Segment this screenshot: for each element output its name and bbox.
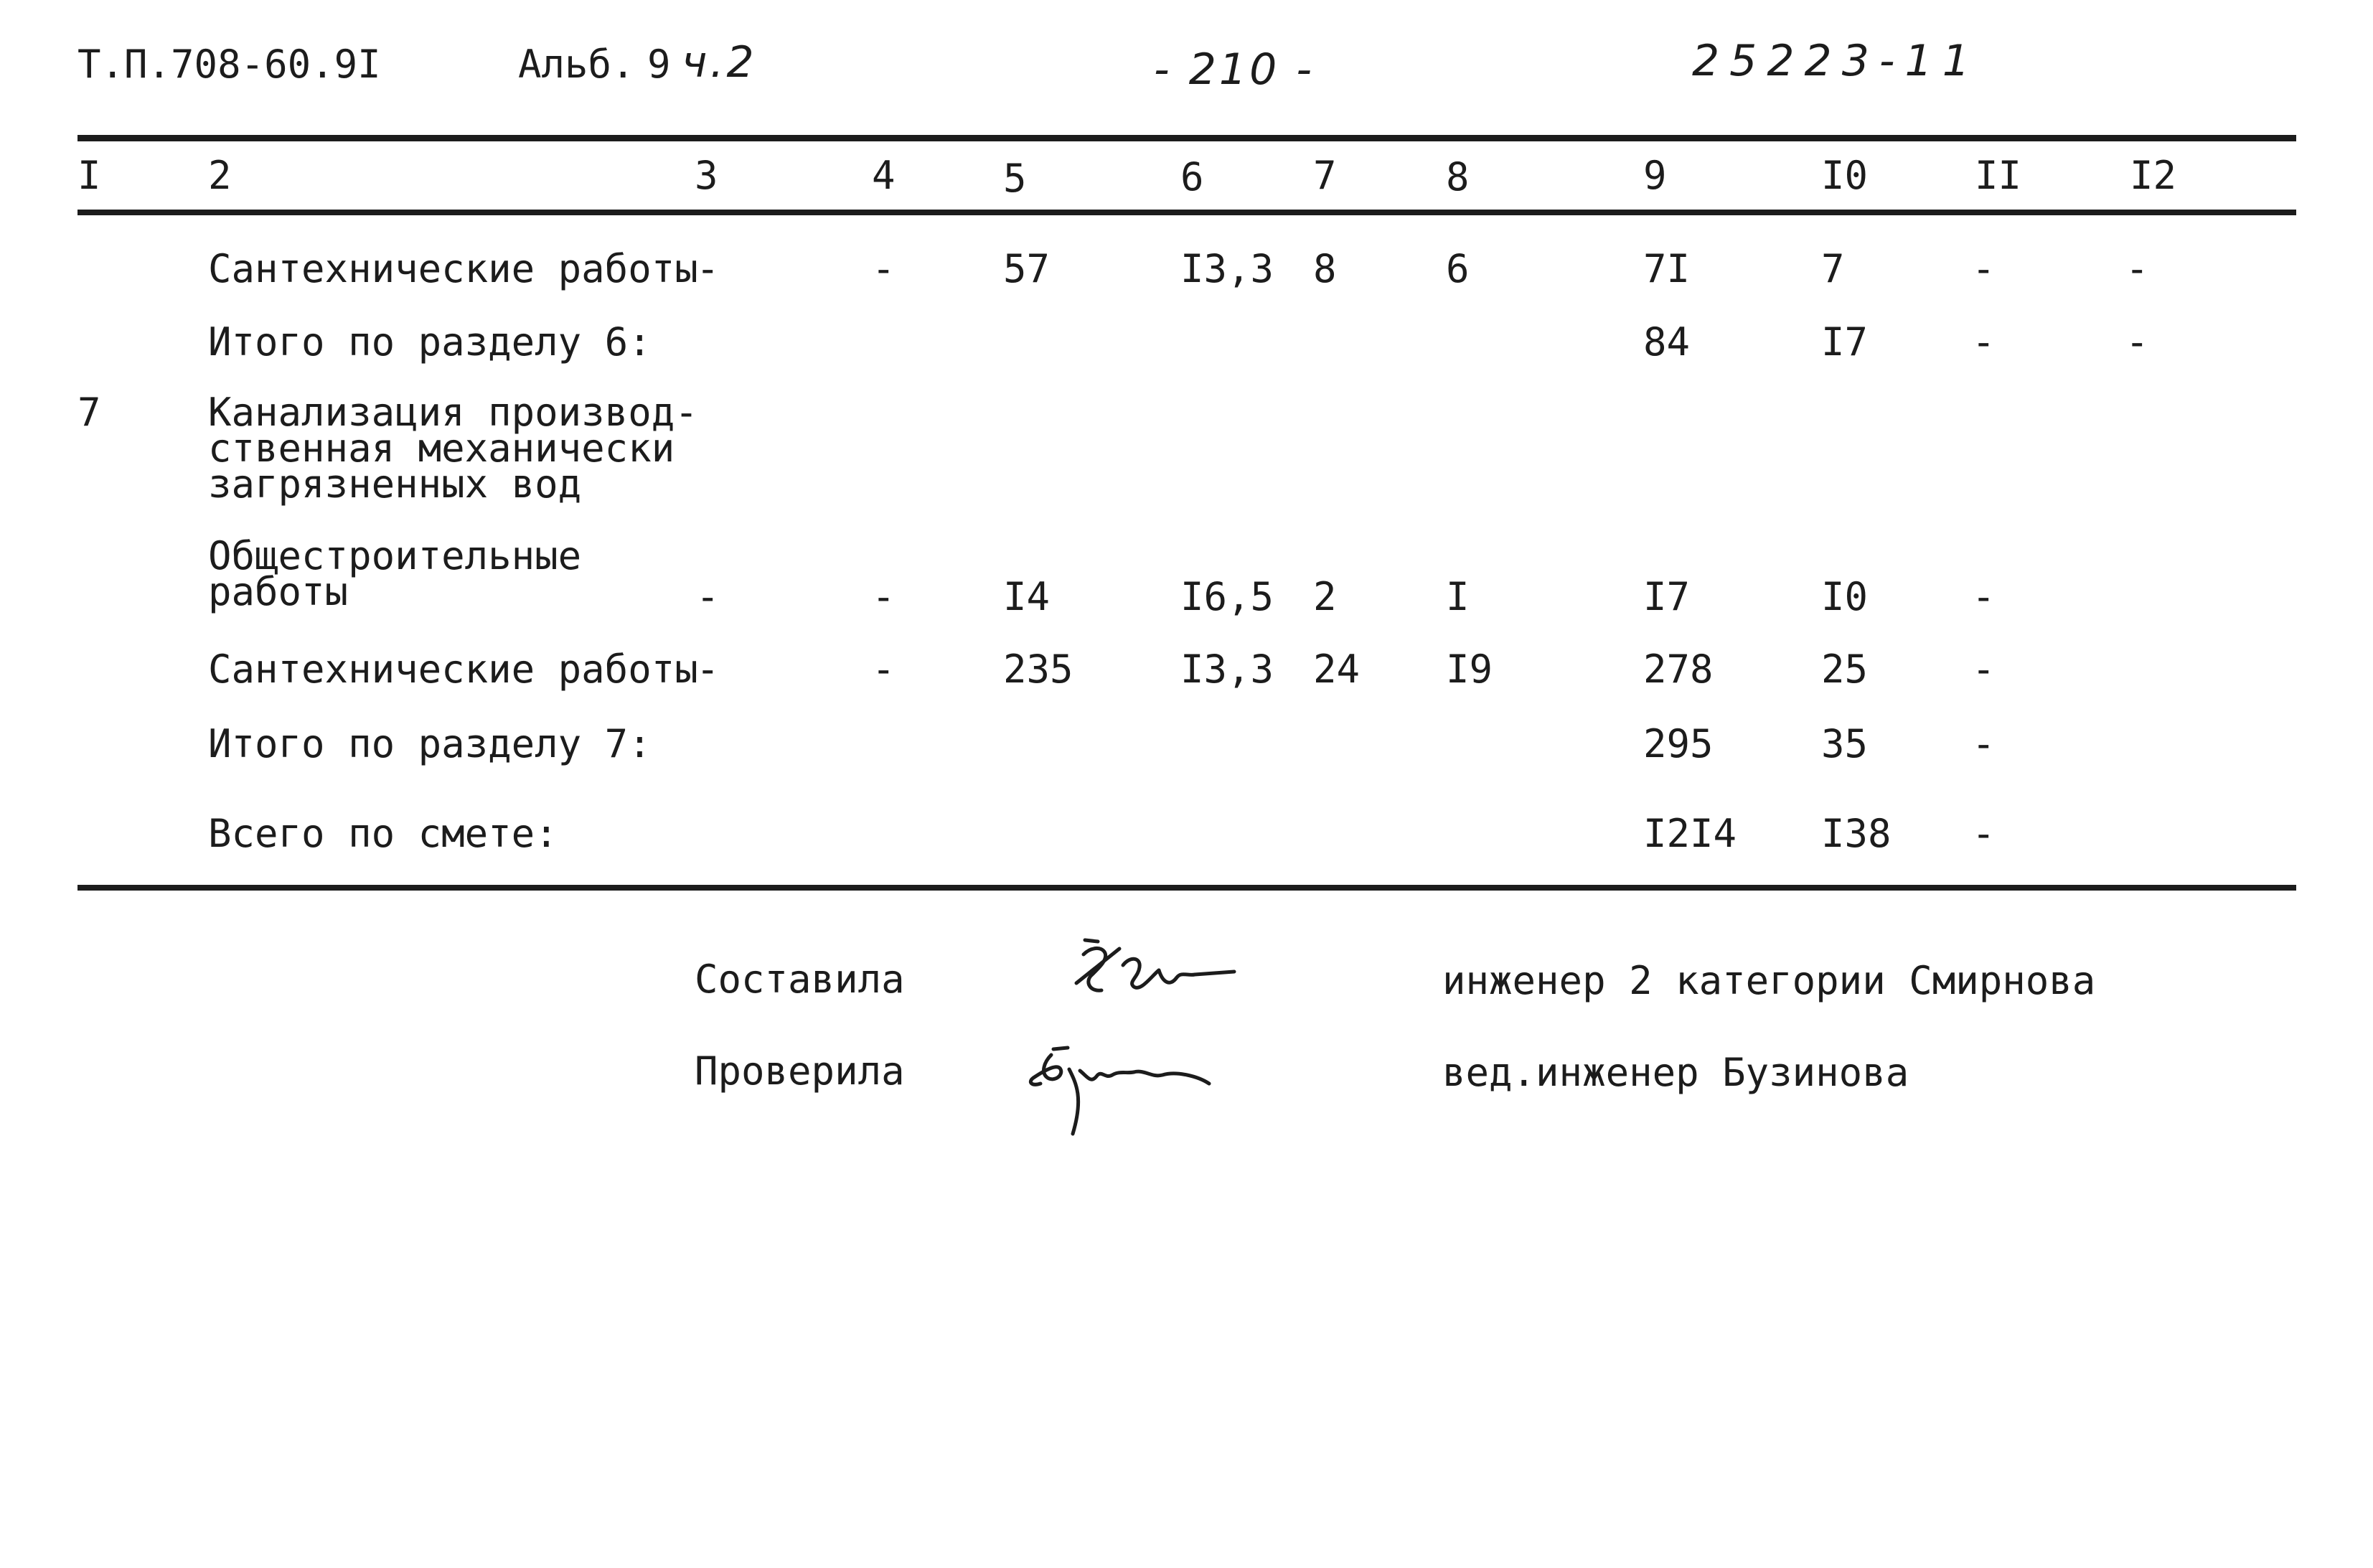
row-name: Канализация производ- ственная механически загрязненных вод [208, 390, 698, 507]
cell-col8: 6 [1446, 246, 1470, 291]
cell-col5: I4 [1003, 574, 1051, 619]
cell-col11: - [1972, 319, 1996, 365]
cell-col3: - [696, 647, 720, 692]
cell-col10: I0 [1821, 574, 1869, 619]
column-header: 2 [208, 153, 232, 198]
cell-col9: 295 [1643, 721, 1714, 766]
row-name: Сантехнические работы [208, 647, 698, 692]
column-header: 7 [1313, 153, 1337, 198]
column-header: 3 [695, 153, 718, 198]
album-label: Альб. [518, 42, 635, 87]
table-header-rule [77, 210, 2296, 215]
cell-col6: I3,3 [1180, 647, 1274, 692]
cell-col5: 57 [1003, 246, 1051, 291]
cell-col10: I38 [1821, 811, 1892, 856]
cell-col12: - [2125, 319, 2149, 365]
signature-position: вед.инженер Бузинова [1442, 1050, 1909, 1095]
row-number: 7 [77, 390, 101, 435]
page-number: - 210 - [1154, 44, 1315, 95]
column-header: 9 [1643, 153, 1667, 198]
cell-col3: - [696, 574, 720, 619]
cell-col7: 2 [1313, 574, 1337, 619]
signature-mark [1012, 1033, 1227, 1141]
column-header: 5 [1003, 156, 1027, 201]
album-part: ч.2 [682, 37, 757, 88]
cell-col4: - [872, 574, 896, 619]
table-top-rule [77, 135, 2296, 141]
cell-col8: I9 [1446, 647, 1493, 692]
cell-col6: I3,3 [1180, 246, 1274, 291]
doc-code: Т.П.708-60.9I [77, 42, 381, 87]
signature-role: Составила [695, 957, 905, 1002]
cell-col9: I7 [1643, 574, 1691, 619]
row-name: Всего по смете: [208, 811, 558, 856]
album-number: 9 [647, 42, 671, 87]
cell-col7: 8 [1313, 246, 1337, 291]
cell-col6: I6,5 [1180, 574, 1274, 619]
row-name: Итого по разделу 6: [208, 319, 652, 365]
signature-role: Проверила [695, 1048, 905, 1094]
cell-col4: - [872, 246, 896, 291]
cell-col12: - [2125, 246, 2149, 291]
column-header: I [77, 153, 101, 198]
column-header: I0 [1821, 153, 1869, 198]
signature-mark [1062, 926, 1249, 1012]
row-name: Итого по разделу 7: [208, 721, 652, 766]
cell-col9: I2I4 [1643, 811, 1737, 856]
column-header: I2 [2130, 153, 2177, 198]
cell-col9: 84 [1643, 319, 1691, 365]
table-bottom-rule [77, 885, 2296, 891]
cell-col11: - [1972, 246, 1996, 291]
cell-col5: 235 [1003, 647, 1073, 692]
cell-col11: - [1972, 721, 1996, 766]
row-name: Общестроительные работы [208, 533, 582, 614]
cell-col9: 278 [1643, 647, 1714, 692]
cell-col8: I [1446, 574, 1470, 619]
signature-position: инженер 2 категории Смирнова [1442, 958, 2096, 1003]
cell-col4: - [872, 647, 896, 692]
cell-col10: 35 [1821, 721, 1869, 766]
column-header: II [1975, 153, 2022, 198]
cell-col11: - [1972, 811, 1996, 856]
cell-col9: 7I [1643, 246, 1691, 291]
cell-col11: - [1972, 574, 1996, 619]
cell-col10: I7 [1821, 319, 1869, 365]
cell-col7: 24 [1313, 647, 1361, 692]
column-header: 6 [1180, 154, 1204, 199]
cell-col10: 25 [1821, 647, 1869, 692]
sheet-code: 25223-11 [1692, 36, 1980, 86]
cell-col11: - [1972, 647, 1996, 692]
row-name: Сантехнические работы [208, 246, 698, 291]
column-header: 8 [1446, 154, 1470, 199]
cell-col10: 7 [1821, 246, 1845, 291]
cell-col3: - [696, 246, 720, 291]
column-header: 4 [872, 153, 896, 198]
